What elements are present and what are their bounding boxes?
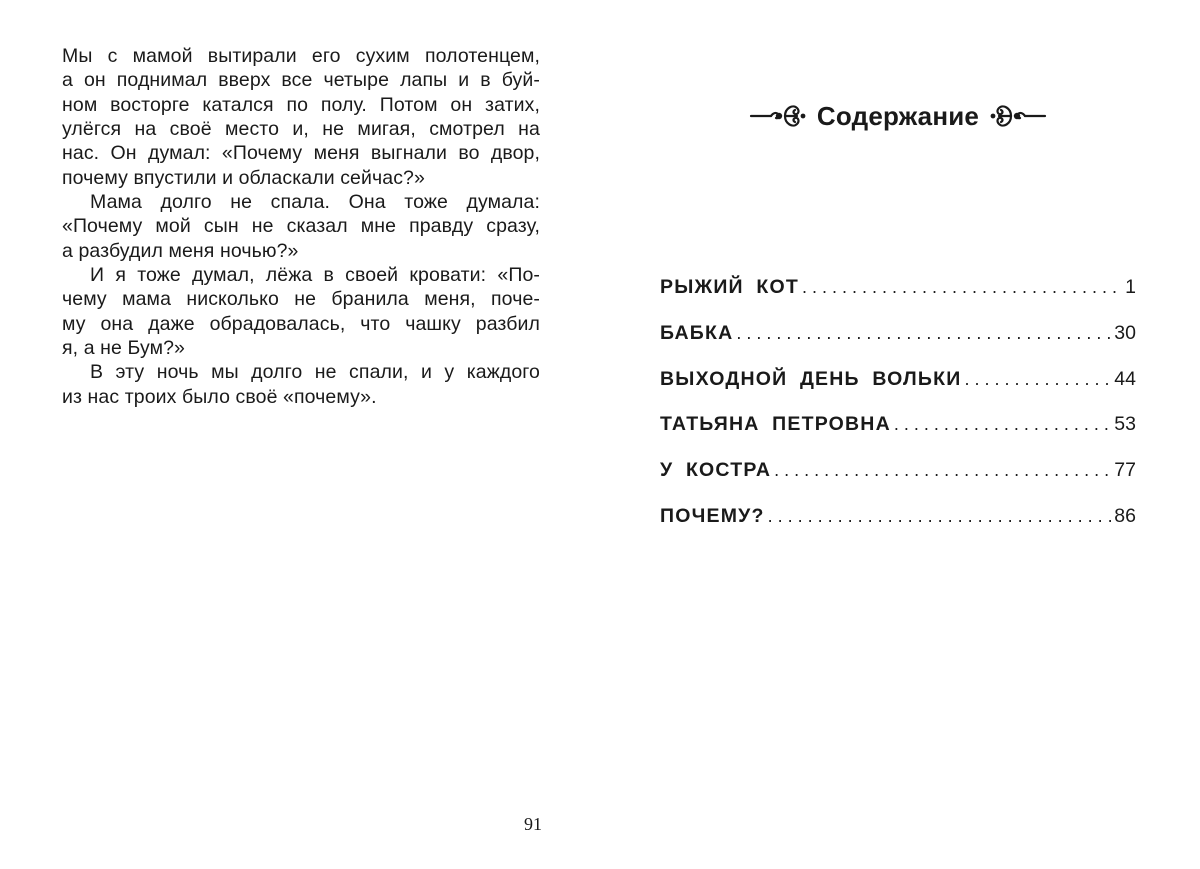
story-text bbox=[62, 44, 540, 409]
toc-entry[interactable] bbox=[660, 322, 1136, 368]
text-line: а разбудил меня ночью?» bbox=[62, 239, 299, 262]
toc-heading bbox=[748, 94, 1048, 138]
page-number: 91 bbox=[524, 814, 542, 834]
toc-entry-title: У КОСТРА bbox=[660, 459, 772, 482]
text-line: И я тоже думал, лёжа в своей кровати: «По- bbox=[90, 264, 540, 287]
toc-entry-page: 86 bbox=[1114, 504, 1136, 527]
text-line: а он поднимал вверх все четыре лапы и в буй- bbox=[62, 69, 540, 92]
text-line: из нас троих было своё «почему». bbox=[62, 385, 377, 408]
toc-entry-page: 44 bbox=[1114, 367, 1136, 390]
toc-entry-page: 30 bbox=[1114, 321, 1136, 344]
toc-entry-title: ПОЧЕМУ? bbox=[660, 504, 765, 527]
toc-entry[interactable] bbox=[660, 413, 1136, 459]
dot-leader bbox=[768, 506, 1112, 527]
toc-entry-page: 1 bbox=[1125, 276, 1136, 298]
text-line: нас. Он думал: «Почему меня выгнали во двор, bbox=[62, 142, 540, 165]
toc-entry-title: ТАТЬЯНА ПЕТРОВНА bbox=[660, 413, 891, 436]
toc-entry-page: 77 bbox=[1114, 459, 1136, 482]
text-line: чему мама нисколько не бранила меня, поче- bbox=[62, 288, 540, 311]
text-line: Мама долго не спала. Она тоже думала: bbox=[90, 191, 540, 214]
dot-leader bbox=[802, 277, 1122, 298]
toc-entry[interactable] bbox=[660, 459, 1136, 505]
toc-entry-title: РЫЖИЙ КОТ bbox=[660, 276, 799, 298]
right-flourish-ornament-icon bbox=[987, 96, 1047, 136]
left-flourish-ornament-icon bbox=[749, 96, 809, 136]
text-line: В эту ночь мы долго не спали, и у каждого bbox=[90, 361, 540, 384]
text-line: улёгся на своё место и, не мигая, смотрел на bbox=[62, 118, 540, 141]
text-line: ном восторге катался по полу. Потом он затих, bbox=[62, 93, 540, 116]
text-line: Мы с мамой вытирали его сухим полотенцем, bbox=[62, 45, 540, 67]
text-line: «Почему мой сын не сказал мне правду сразу, bbox=[62, 215, 540, 238]
toc-entry-title: БАБКА bbox=[660, 321, 734, 344]
dot-leader bbox=[894, 414, 1111, 435]
toc-entry[interactable] bbox=[660, 276, 1136, 322]
table-of-contents bbox=[660, 276, 1136, 551]
dot-leader bbox=[736, 323, 1111, 344]
toc-entry-title: ВЫХОДНОЙ ДЕНЬ ВОЛЬКИ bbox=[660, 367, 962, 390]
dot-leader bbox=[964, 369, 1111, 390]
right-page bbox=[600, 0, 1200, 869]
text-line: му она даже обрадовалась, что чашку разбил bbox=[62, 312, 540, 335]
dot-leader bbox=[774, 460, 1111, 481]
text-line: я, а не Бум?» bbox=[62, 337, 185, 360]
toc-entry[interactable] bbox=[660, 368, 1136, 414]
toc-entry[interactable] bbox=[660, 505, 1136, 551]
toc-title: Содержание bbox=[816, 100, 980, 131]
text-line: почему впустили и обласкали сейчас?» bbox=[62, 166, 425, 189]
toc-entry-page: 53 bbox=[1114, 413, 1136, 436]
